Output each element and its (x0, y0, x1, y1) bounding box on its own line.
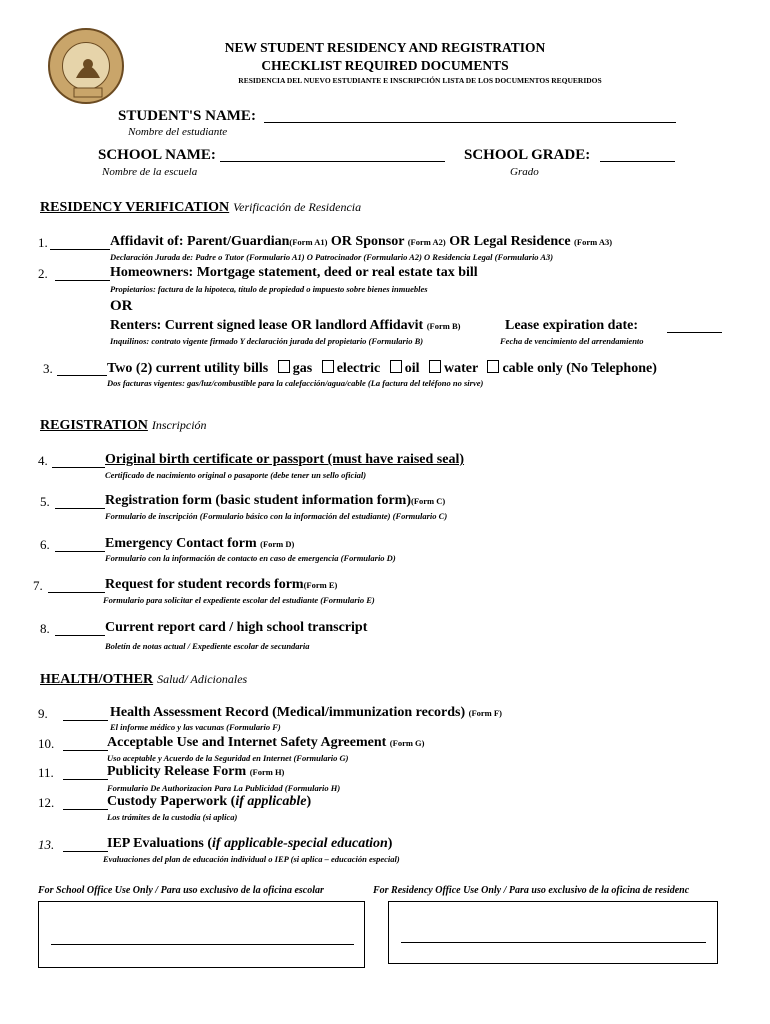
residency-heading: RESIDENCY VERIFICATION Verificación de Residencia (40, 200, 362, 215)
electric-checkbox[interactable] (322, 360, 334, 373)
item-10-number: 10. (38, 736, 55, 751)
health-heading: HEALTH/OTHER Salud/ Adicionales (40, 672, 248, 687)
item-6-check-line[interactable] (55, 551, 105, 552)
item-2-or: OR (110, 298, 133, 314)
item-2-es: Propietarios: factura de la hipoteca, título de propiedad o impuesto sobre bienes inmuebles (110, 284, 428, 294)
item-4-check-line[interactable] (52, 467, 105, 468)
item-5-check-line[interactable] (55, 508, 105, 509)
item-2-number: 2. (38, 266, 48, 281)
item-12-es: Los trámites de la custodia (si aplica) (107, 812, 238, 822)
lease-expiration-label: Lease expiration date: (505, 318, 638, 333)
school-name-label: SCHOOL NAME: (98, 147, 216, 163)
school-office-signature-line (51, 944, 354, 945)
item-9-text: Health Assessment Record (Medical/immunization records) (Form F) (110, 705, 502, 720)
registration-heading: REGISTRATION Inscripción (40, 418, 207, 433)
item-1-number: 1. (38, 235, 48, 250)
item-3-number: 3. (43, 361, 53, 376)
lease-expiration-field[interactable] (667, 332, 722, 333)
oil-checkbox[interactable] (390, 360, 402, 373)
item-12-text: Custody Paperwork (if applicable) (107, 794, 312, 809)
item-10-es: Uso aceptable y Acuerdo de la Seguridad en Internet (Formulario G) (107, 753, 349, 763)
school-name-field[interactable] (220, 161, 445, 162)
item-2-check-line[interactable] (55, 280, 110, 281)
item-13-number: 13. (38, 837, 55, 852)
document-title-line2: CHECKLIST REQUIRED DOCUMENTS (261, 58, 509, 73)
item-12-number: 12. (38, 795, 55, 810)
item-2-renters-es: Inquilinos: contrato vigente firmado Y declaración jurada del propietario (Formulario B) (110, 336, 424, 346)
student-name-label: STUDENT'S NAME: (118, 108, 256, 124)
water-checkbox[interactable] (429, 360, 441, 373)
item-3-es: Dos facturas vigentes: gas/luz/combustible para la calefacción/agua/cable (La factura del teléfono no sirve) (107, 378, 484, 388)
item-4-es: Certificado de nacimiento original o pasaporte (debe tener un sello oficial) (105, 470, 367, 480)
item-11-number: 11. (38, 765, 54, 780)
item-1-text: Affidavit of: Parent/Guardian(Form A1) OR Sponsor (Form A2) OR Legal Residence (Form A3) (110, 234, 613, 249)
item-8-es: Boletín de notas actual / Expediente escolar de secundaria (105, 641, 310, 651)
item-8-check-line[interactable] (55, 635, 105, 636)
item-8-number: 8. (40, 621, 50, 636)
school-office-label: For School Office Use Only / Para uso exclusivo de la oficina escolar (38, 885, 324, 896)
item-13-check-line[interactable] (63, 851, 108, 852)
cable-checkbox[interactable] (487, 360, 499, 373)
item-2-renters: Renters: Current signed lease OR landlord Affidavit (Form B) (110, 318, 461, 333)
item-1-check-line[interactable] (50, 249, 110, 250)
item-10-check-line[interactable] (63, 750, 108, 751)
item-2-text: Homeowners: Mortgage statement, deed or real estate tax bill (110, 265, 478, 280)
item-6-text: Emergency Contact form (Form D) (105, 536, 295, 551)
document-title-line1: NEW STUDENT RESIDENCY AND REGISTRATION (224, 40, 546, 55)
item-12-check-line[interactable] (63, 809, 108, 810)
item-3-text: Two (2) current utility bills gas electric oil water cable only (No Telephone) (107, 361, 657, 376)
document-subtitle: RESIDENCIA DEL NUEVO ESTUDIANTE E INSCRIPCIÓN LISTA DE LOS DOCUMENTOS REQUERIDOS (238, 76, 602, 85)
item-5-es: Formulario de inscripción (Formulario básico con la información del estudiante) (Formulario C) (105, 511, 448, 521)
item-9-check-line[interactable] (63, 720, 108, 721)
item-1-es: Declaración Jurada de: Padre o Tutor (Formulario A1) O Patrocinador (Formulario A2) O Residencia Legal (Formulario A3) (110, 252, 554, 262)
student-name-label-es: Nombre del estudiante (128, 126, 228, 138)
school-grade-label-es: Grado (510, 166, 539, 178)
residency-office-signature-line (401, 942, 706, 943)
lease-expiration-es: Fecha de vencimiento del arrendamiento (500, 336, 644, 346)
item-13-text: IEP Evaluations (if applicable-special education) (107, 836, 393, 851)
item-7-check-line[interactable] (48, 592, 105, 593)
school-grade-label: SCHOOL GRADE: (464, 147, 591, 163)
school-name-label-es: Nombre de la escuela (102, 166, 198, 178)
item-7-text: Request for student records form(Form E) (105, 577, 338, 592)
item-7-number: 7. (33, 578, 43, 593)
residency-office-box[interactable] (388, 901, 718, 964)
item-3-check-line[interactable] (57, 375, 107, 376)
item-13-es: Evaluaciones del plan de educación individual o IEP (si aplica – educación especial) (103, 854, 400, 864)
item-7-es: Formulario para solicitar el expediente escolar del estudiante (Formulario E) (103, 595, 375, 605)
item-11-text: Publicity Release Form (Form H) (107, 764, 285, 779)
item-5-number: 5. (40, 494, 50, 509)
item-4-number: 4. (38, 453, 48, 468)
item-6-es: Formulario con la información de contacto en caso de emergencia (Formulario D) (105, 553, 396, 563)
item-11-check-line[interactable] (63, 779, 108, 780)
item-4-text: Original birth certificate or passport (must have raised seal) (105, 452, 465, 467)
item-6-number: 6. (40, 537, 50, 552)
item-11-es: Formulario De Authorizacion Para La Publicidad (Formulario H) (107, 783, 341, 793)
item-10-text: Acceptable Use and Internet Safety Agreement (Form G) (107, 735, 425, 750)
school-grade-field[interactable] (600, 161, 675, 162)
item-5-text: Registration form (basic student information form)(Form C) (105, 493, 446, 508)
item-9-number: 9. (38, 706, 48, 721)
item-9-es: El informe médico y las vacunas (Formulario F) (110, 722, 281, 732)
gas-checkbox[interactable] (278, 360, 290, 373)
residency-office-label: For Residency Office Use Only / Para uso exclusivo de la oficina de residenc (373, 885, 690, 896)
school-office-box[interactable] (38, 901, 365, 968)
student-name-field[interactable] (264, 122, 676, 123)
item-8-text: Current report card / high school transcript (105, 620, 368, 635)
